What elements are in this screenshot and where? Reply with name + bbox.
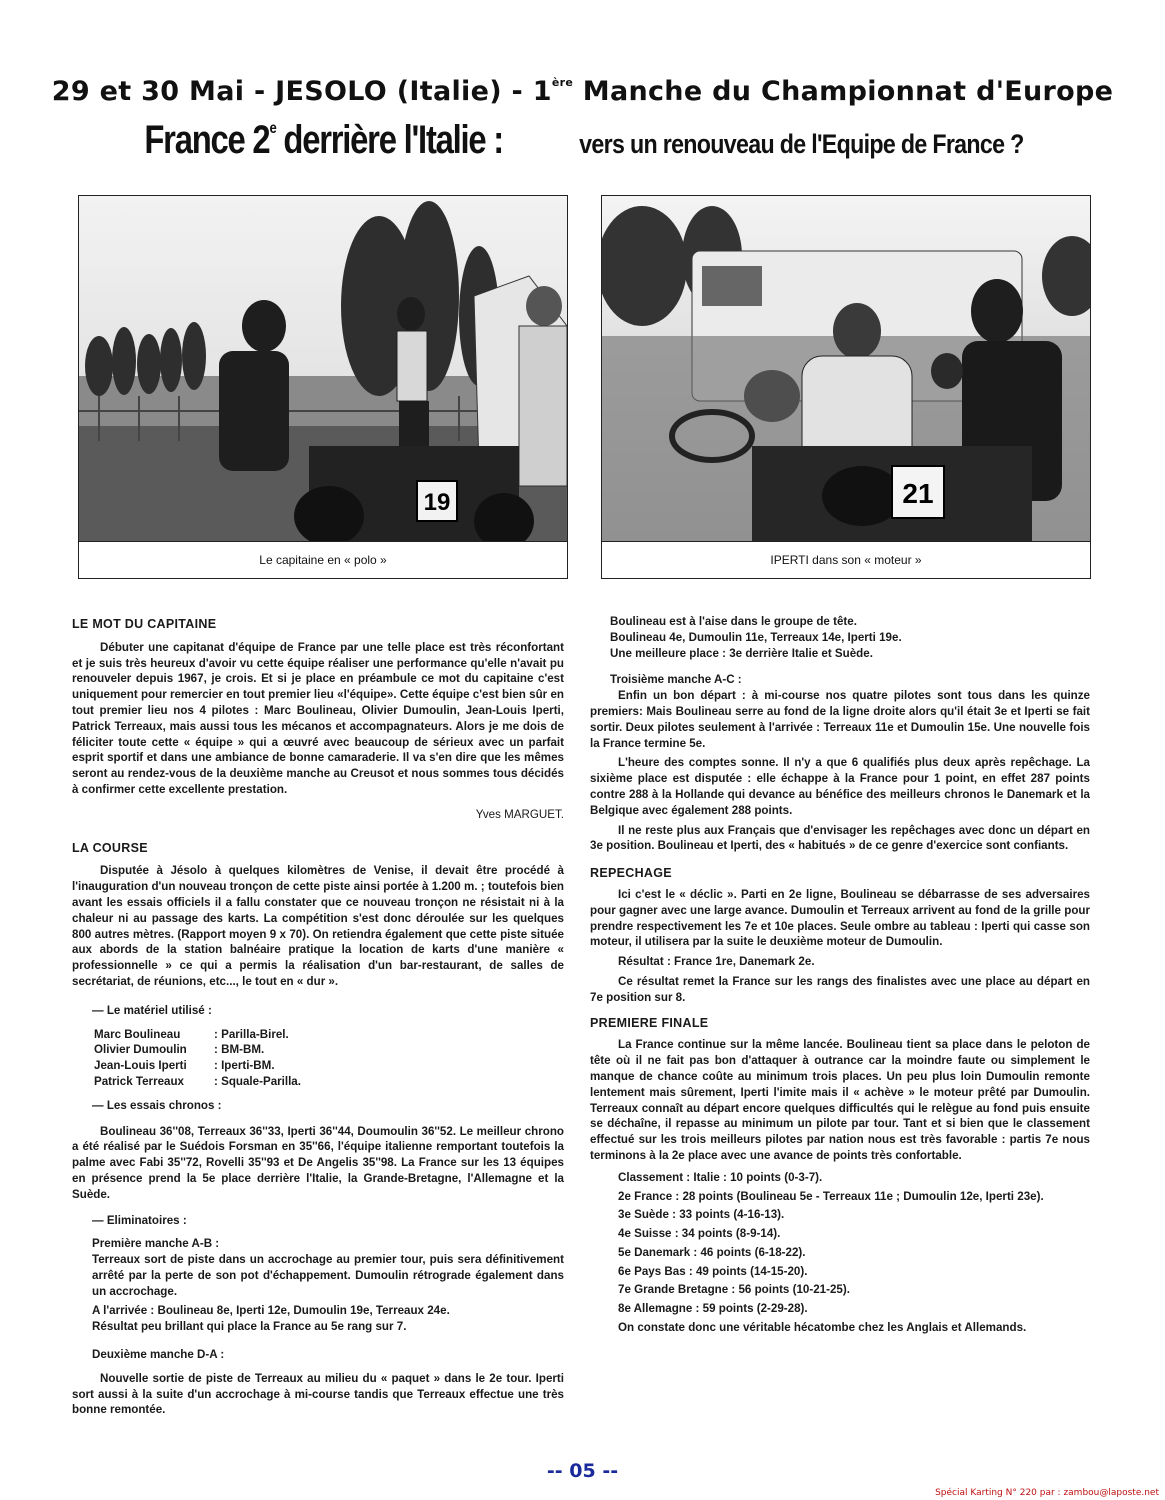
manche2-text: Nouvelle sortie de piste de Terreaux au milieu du « paquet » dans le 2e tour. Iperti sort aussi à la suite d'un accrochage à mi-course tandis que Terreaux effectue une très bonne remontée. xyxy=(72,1371,564,1417)
section-title-finale: PREMIERE FINALE xyxy=(590,1015,709,1030)
materiel-row: Marc Boulineau : Parilla-Birel. xyxy=(94,1027,289,1041)
finale-text: La France continue sur la même lancée. Boulineau tient sa place dans le peloton de tête où il ne fait pas bon d'attaquer à outrance car la moindre faute ou simplement le manque de chance coûte au minimum trois places. Un peu plus loin Dumoulin remonte lentement mais sûrement, Iperti l'imite mais il « achève » le moteur prêté par Dumoulin. Terreaux connaît au départ encore quelques difficultés qui le relègue au fond puis ensuite se déchaîne, il repasse au minimum un pilote par tour. Tant et si bien que le classement effectué sur les trois meilleurs pilotes par nation nous est très favorable : partis 7e nous terminons à la 2e place avec une avance de points très confortable. xyxy=(590,1038,1090,1162)
kart-number: 21 xyxy=(902,478,934,509)
repechage-resultat: Résultat : France 1re, Danemark 2e. xyxy=(618,955,815,969)
section-title-capitaine: LE MOT DU CAPITAINE xyxy=(72,617,217,631)
comptes-text: L'heure des comptes sonne. Il n'y a que 6 qualifiés plus deux après repêchage. La sixième place est disputée : elle échappe à la France pour 1 point, en effet 287 points contre 288 à la Hollande qui devance au bénéfice des meilleurs chronos le Danemark et la Belgique avec également 288 points. xyxy=(590,756,1090,817)
repechages-text: Il ne reste plus aux Français que d'envisager les repêchages avec donc un départ en 3e position. Boulineau et Iperti, des « habitués » de ce genre d'exercice sont confiants. xyxy=(590,823,1090,853)
photo-iperti-image xyxy=(602,196,1090,541)
materiel-row: Jean-Louis Iperti : Iperti-BM. xyxy=(94,1059,275,1073)
classement-row: 4e Suisse : 34 points (8-9-14). xyxy=(618,1227,781,1241)
classement-row: 6e Pays Bas : 49 points (14-15-20). xyxy=(618,1264,808,1278)
repechage-text: Ici c'est le « déclic ». Parti en 2e ligne, Boulineau se débarrasse de ses adversaires pour gagner avec une large avance. Dumoulin et Terreaux arrivent au fond de la grille pour prendre respectivement les 7e et 10e places. Seule ombre au tableau : Iperti qui casse son moteur, il utilisera par la suite le deuxième moteur de Dumoulin. xyxy=(590,887,1090,949)
classement-list xyxy=(590,1170,1090,1317)
right-column xyxy=(590,614,1090,1336)
page-number: -- 05 -- xyxy=(546,1460,619,1482)
classement-row: 7e Grande Bretagne : 56 points (10-21-25). xyxy=(618,1283,850,1297)
section-title-course: LA COURSE xyxy=(72,840,148,855)
conclusion: On constate donc une véritable hécatombe chez les Anglais et Allemands. xyxy=(618,1321,1027,1335)
photo-captain xyxy=(78,195,568,579)
classement-row: Classement : Italie : 10 points (0-3-7). xyxy=(618,1170,823,1184)
materiel-row: Olivier Dumoulin : BM-BM. xyxy=(94,1043,265,1057)
manche3-title: Troisième manche A-C : xyxy=(610,673,742,687)
credit-line: Spécial Karting N° 220 par : zambou@laposte.net xyxy=(935,1488,1159,1498)
section-title-repechage: REPECHAGE xyxy=(590,866,672,881)
photo-caption: Le capitaine en « polo » xyxy=(79,541,567,578)
photo-captain-image xyxy=(79,196,567,541)
photo-iperti xyxy=(601,195,1091,579)
left-column xyxy=(72,617,564,1418)
classement-row: 3e Suède : 33 points (4-16-13). xyxy=(618,1208,785,1222)
materiel-title: — Le matériel utilisé : xyxy=(92,1003,212,1017)
photo-caption: IPERTI dans son « moteur » xyxy=(602,541,1090,578)
course-text: Disputée à Jésolo à quelques kilomètres de Venise, il devait être procédé à l'inauguration d'un nouveau tronçon de cette piste ainsi portée à 1.200 m. ; toutefois bien avant les essais officiels il a fallu constater que ce nouveau tronçon ne résistait ni à la chaleur ni au passage des karts. La compétition s'est donc déroulée sur les quelques 800 autres mètres. (Rapport moyen 9 x 70). On retiendra également que cette piste située aux abords de la station balnéaire pratique la location de karts d'une manière « professionnelle » ce qui a permis la réalisation d'un bar-restaurant, de salles de secrétariat, de réunions, etc..., le tout en « dur ». xyxy=(72,864,564,988)
chronos-text: Boulineau 36''08, Terreaux 36''33, Iperti 36''44, Doumoulin 36''52. Le meilleur chrono a été réalisé par le Suédois Forsman en 35''66, l'équipe italienne remportant toutefois la palme avec Fabi 35''72, Rovelli 35''93 et De Angelis 35''98. La France sur les 13 équipes en présence prend la 5e place derrière l'Italie, la Grande-Bretagne, l'Allemagne et la Suède. xyxy=(72,1124,564,1201)
right-p2: Boulineau 4e, Dumoulin 11e, Terreaux 14e, Iperti 19e. xyxy=(610,630,902,644)
right-p3: Une meilleure place : 3e derrière Italie et Suède. xyxy=(610,646,873,660)
classement-row: 5e Danemark : 46 points (6-18-22). xyxy=(618,1245,806,1259)
signature: Yves MARGUET. xyxy=(475,807,564,821)
chronos-title: — Les essais chronos : xyxy=(92,1098,222,1112)
capitaine-text: Débuter une capitanat d'équipe de France par une telle place est très réconfortant et je suis très heureux d'avoir vu cette équipe réaliser une performance qu'elle n'avait pu renouveler depuis 1967, je crois. Et si je place en préambule ce mot du capitaine c'est uniquement pour remercier en tout premier lieu «l'équipe». Cette équipe c'est bien sûr en tout premier lieu nos 4 pilotes : Marc Boulineau, Olivier Dumoulin, Jean-Louis Iperti, Patrick Terreaux, mais aussi tous les mécanos et accompagnateurs. Alors je me dois de féliciter toute cette « équipe » qui a œuvré avec beaucoup de sérieux avec un parfait esprit sportif et dans une ambiance de bonne camaraderie. Il va s'en dire que les mêmes seront au rendez-vous de la deuxième manche au Creusot et nous sommes tous décidés à confirmer cette excellente prestation. xyxy=(72,640,564,796)
classement-row: 2e France : 28 points (Boulineau 5e - Terreaux 11e ; Dumoulin 12e, Iperti 23e). xyxy=(618,1189,1044,1203)
materiel-list xyxy=(72,1027,564,1090)
manche1-arrivee: A l'arrivée : Boulineau 8e, Iperti 12e, Dumoulin 19e, Terreaux 24e. xyxy=(92,1304,450,1318)
materiel-row: Patrick Terreaux : Squale-Parilla. xyxy=(94,1074,301,1088)
right-p1: Boulineau est à l'aise dans le groupe de tête. xyxy=(610,615,857,628)
manche1-title: Première manche A-B : xyxy=(92,1237,220,1251)
eliminatoires-title: — Eliminatoires : xyxy=(92,1213,187,1227)
manche3-text: Enfin un bon départ : à mi-course nos quatre pilotes sont tous dans les quinze premiers: Mais Boulineau serre au fond de la ligne droite alors qu'il était 3e et Iperti se fait sortir. Deux pilotes seulement à l'arrivée : Terreaux 11e et Dumoulin 15e. Une nouvelle fois la France termine 5e. xyxy=(590,689,1090,750)
kart-number: 19 xyxy=(423,489,451,516)
manche1-resultat: Résultat peu brillant qui place la France au 5e rang sur 7. xyxy=(92,1320,407,1334)
manche2-title: Deuxième manche D-A : xyxy=(92,1348,225,1362)
headline-event: 29 et 30 Mai - JESOLO (Italie) - 1ère Manche du Championnat d'Europe xyxy=(51,76,1114,107)
headline-main: France 2e derrière l'Italie : vers un renouveau de l'Equipe de France ? xyxy=(144,118,1024,162)
repechage-text2: Ce résultat remet la France sur les rangs des finalistes avec une place au départ en 7e position sur 8. xyxy=(590,974,1090,1004)
manche1-text: Terreaux sort de piste dans un accrochage au premier tour, puis sera définitivement arrêté par la perte de son pot d'échappement. Dumoulin rétrograde également dans un accrochage. xyxy=(92,1253,564,1298)
classement-row: 8e Allemagne : 59 points (2-29-28). xyxy=(618,1302,808,1316)
